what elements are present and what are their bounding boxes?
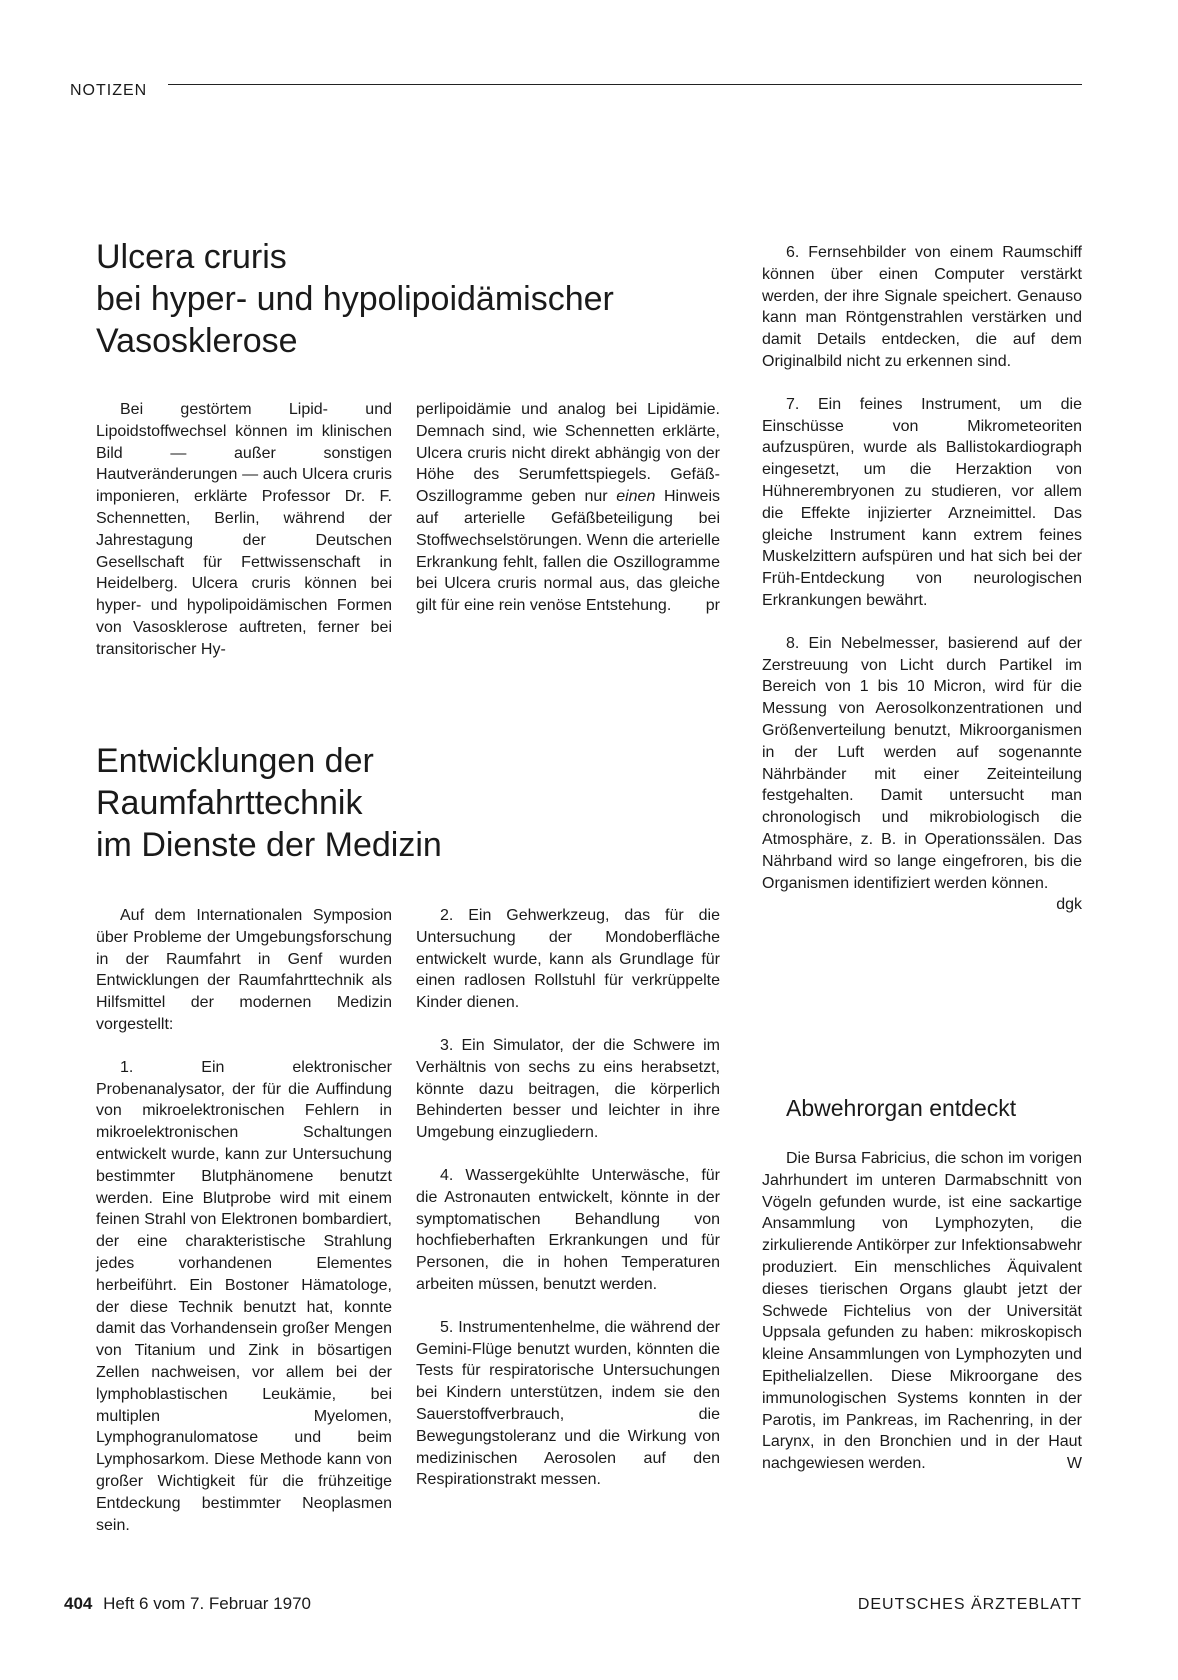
section-header: NOTIZEN bbox=[70, 82, 148, 99]
article2-item-1: 1. Ein elektronischer Probenanalysator, der für die Auffindung von mikroelektronischen Fehlern in mikroelektronischen Schaltungen entwickelt wurde, kann zur Untersuchung bestimmter Blutphänomene benutzt werden. Eine Blutprobe wird mit einem feinen Strahl von Elektronen bombardiert, der eine charakteristische Strahlung jedes vorhandenen Elementes herbeiführt. Ein Bostoner Hämatologe, der diese Technik benutzt hat, konnte damit das Vorhandensein großer Mengen von Titanium und Zink in bösartigen Zellen nachweisen, vor allem bei der lymphoblastischen Leukämie, bei multiplen Myelomen, Lymphogranulomatose und beim Lymphosarkom. Diese Methode kann von großer Wichtigkeit für die frühzeitige Entdeckung bestimmter Neoplasmen sein. bbox=[96, 1058, 392, 1534]
header-rule bbox=[168, 84, 1082, 85]
page-number: 404 bbox=[64, 1594, 93, 1613]
article2-column-1 bbox=[96, 905, 392, 1536]
article1-title bbox=[96, 236, 614, 362]
article2-column-3 bbox=[762, 242, 1082, 916]
article2-item-3: 3. Ein Simulator, der die Schwere im Verhältnis von sechs zu eins herabsetzt, könnte dazu beitragen, die körperlich Behinderten besser und leichter in ihre Umgebung einzugliedern. bbox=[416, 1036, 720, 1142]
article3-title: Abwehrorgan entdeckt bbox=[786, 1095, 1017, 1121]
article1-column-2 bbox=[416, 399, 720, 617]
article2-title bbox=[96, 740, 442, 866]
article2-item-4: 4. Wassergekühlte Unterwäsche, für die Astronauten entwickelt, könnte in der symptomatischen Behandlung von hochfieberhaften Erkrankungen und für Personen, die in hohen Temperaturen arbeiten müssen, benutzt werden. bbox=[416, 1166, 720, 1293]
article1-paragraph: Bei gestörtem Lipid- und Lipoidstoffwechsel können im klinischen Bild — außer sonstigen Hautveränderungen — auch Ulcera cruris imponieren, erklärte Professor Dr. F. Schennetten, Berlin, während der Jahrestagung der Deutschen Gesellschaft für Fettwissenschaft in Heidelberg. Ulcera cruris können bei hyper- und hypolipoidämischen Formen von Vasosklerose auftreten, ferner bei transitorischer Hy- bbox=[96, 401, 392, 658]
article2-item-8 bbox=[762, 633, 1082, 914]
article1-text: perlipoidämie und analog bei Lipidämie. Demnach sind, wie Schennetten erklärte, Ulcera cruris nicht direkt abhängig von der Höhe des Serumfettspiegels. Gefäß-Oszillogramme geben nur bbox=[416, 401, 720, 506]
article2-item-7: 7. Ein feines Instrument, um die Einschüsse von Mikrometeoriten aufzuspüren, wurde als Ballistokardiograph eingesetzt, um die Herzaktion von Hühnerembryonen zu studieren, vor allem die Effekte injizierter Arzneimittel. Das gleiche Instrument kann extrem feines Muskelzittern aufspüren und hat sich bei der Früh-Entdeckung von neurologischen Erkrankungen bewährt. bbox=[762, 395, 1082, 609]
article1-title-line: Ulcera cruris bbox=[96, 238, 287, 276]
article2-item-8-text: 8. Ein Nebelmesser, basierend auf der Zerstreuung von Licht durch Partikel im Bereich von 1 bis 10 Micron, wird für die Messung von Aerosolkonzentrationen und Größenverteilung benutzt, Mikroorganismen in der Luft werden auf sogenannte Nährbänder mit einer Zeiteinteilung festgehalten. Damit untersucht man chronologisch und mikrobiologisch die Atmosphäre, z. B. in Operationssälen. Das Nährband wird so lange eingefroren, bis die Organismen identifiziert werden können. bbox=[762, 634, 1082, 892]
article1-text: Hinweis auf arterielle Gefäßbeteiligung bei Stoffwechselstörungen. Wenn die arterielle Erkrankung fehlt, fallen die Oszillogramme bei Ulcera cruris normal aus, das gleiche gilt für eine rein venöse Entstehung. bbox=[416, 488, 721, 615]
article3-body-text: Die Bursa Fabricius, die schon im vorigen Jahrhundert im unteren Darmabschnitt von Vögeln gefunden wurde, ist eine sackartige Ansammlung von Lymphozyten, die zirkulierende Antikörper zur Infektionsabwehr produziert. Ein menschliches Äquivalent dieses tierischen Organs glaubt jetzt der Schwede Fichtelius von der Universität Uppsala gefunden zu haben: mikroskopisch kleine Ansammlungen von Lymphozyten und Epithelialzellen. Diese Mikroorgane des immunologischen Systems konnten in der Parotis, im Pankreas, im Rachenring, in der Larynx, in den Bronchien und in der Haut nachgewiesen werden. bbox=[762, 1150, 1082, 1473]
article3-signature: W bbox=[1066, 1455, 1082, 1473]
article1-title-line: bei hyper- und hypolipoidämischer bbox=[96, 280, 614, 318]
article2-signature: dgk bbox=[1056, 896, 1082, 914]
article1-signature: pr bbox=[705, 597, 720, 615]
article1-column-1 bbox=[96, 399, 392, 661]
article2-column-2 bbox=[416, 905, 720, 1491]
article3-body bbox=[762, 1148, 1082, 1475]
article2-title-line: Entwicklungen der bbox=[96, 742, 374, 780]
article2-intro: Auf dem Internationalen Symposion über Probleme der Umgebungsforschung in der Raumfahrt in Genf wurden Entwicklungen der Raumfahrttechnik als Hilfsmittel der modernen Medizin vorgestellt: bbox=[96, 907, 392, 1033]
article2-item-6: 6. Fernsehbilder von einem Raumschiff können über einen Computer verstärkt werden, der ihre Signale speichert. Genauso kann man Röntgenstrahlen verstärken und damit Details entdecken, die auf dem Originalbild nicht zu erkennen sind. bbox=[762, 244, 1082, 370]
footer-left bbox=[64, 1594, 311, 1614]
article2-item-2: 2. Ein Gehwerkzeug, das für die Untersuchung der Mondoberfläche entwickelt wurde, kann als Grundlage für einen radlosen Rollstuhl für verkrüppelte Kinder dienen. bbox=[416, 907, 720, 1012]
article1-title-line: Vasosklerose bbox=[96, 322, 298, 360]
article1-paragraph-continued bbox=[416, 399, 720, 617]
article2-title-line: im Dienste der Medizin bbox=[96, 826, 442, 864]
article3-column bbox=[762, 1148, 1082, 1475]
article1-emphasis: einen bbox=[616, 488, 656, 506]
article2-title-line: Raumfahrttechnik bbox=[96, 784, 363, 822]
journal-name: DEUTSCHES ÄRZTEBLATT bbox=[857, 1596, 1082, 1613]
issue-info: Heft 6 vom 7. Februar 1970 bbox=[103, 1594, 311, 1613]
article2-item-5: 5. Instrumentenhelme, die während der Gemini-Flüge benutzt wurden, könnten die Tests für respiratorische Untersuchungen bei Kindern unterstützen, indem sie den Sauerstoffverbrauch, die Bewegungstoleranz und die Wirkung von medizinischen Aerosolen auf den Respirationstrakt messen. bbox=[416, 1318, 720, 1489]
